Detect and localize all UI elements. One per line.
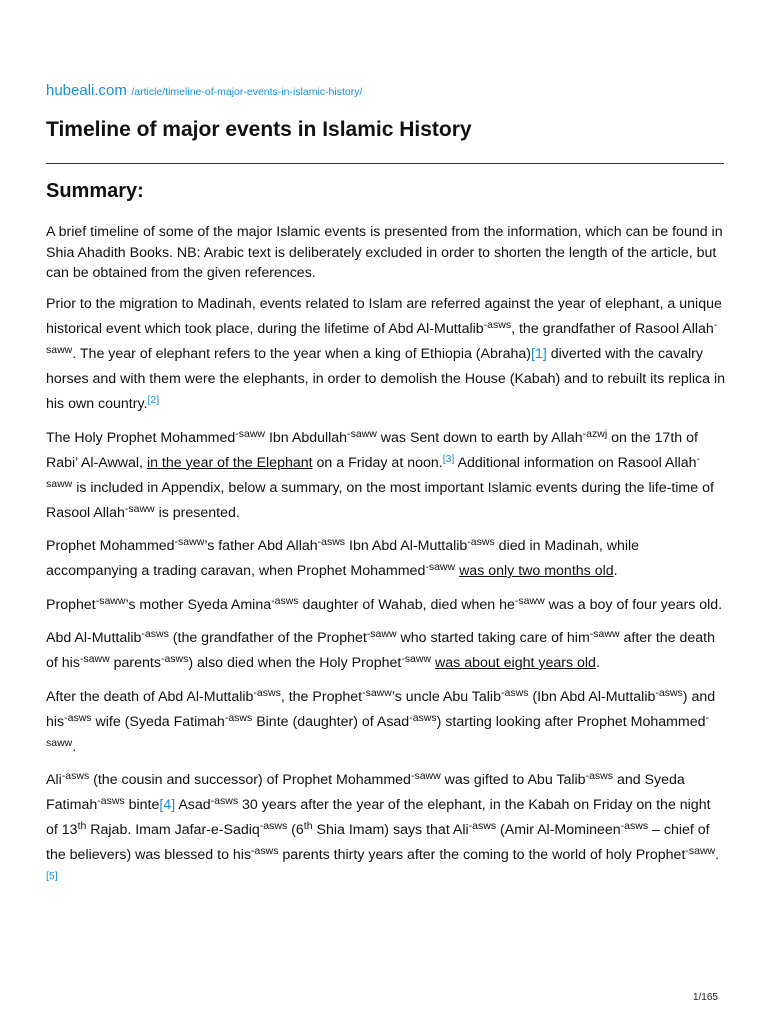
page-number: 1/165 — [692, 992, 718, 1003]
footnote-ref-4[interactable]: [4] — [159, 797, 176, 813]
title-divider — [46, 163, 724, 164]
footnote-ref-3[interactable]: [3] — [442, 452, 455, 465]
paragraph-mother-death: Prophet$^{-saww}$’s mother Syeda Amina$^{-asws}$ daughter of Wahab, died when $he^{-saww}$ was a boy of four years old. — [46, 594, 723, 613]
paragraph-abu-talib: After the death of Abd Al-Muttalib$^{-asws}$, the Prophet$^{-saww}$’s uncle Abu Talib$^{-asws}$ (Ibn Abd Al-Muttalib$^{-asws}$) and his$^{-asws}$ wife (Syeda Fatimah$^{-asws}$ Binte (daughter) of Asad$^{-asws}$) starting looking after Prophet Mohammed$^{-saww}$. — [46, 686, 716, 755]
footnote-ref-1[interactable]: [1] — [531, 346, 547, 362]
paragraph-ali-birth: Ali$^{-asws}$ (the cousin and successor) of Prophet Mohammed$^{-saww}$ was gifted to Abu Talib$^{-asws}$ and Syeda Fatimah$^{-asws}$ binte[4] Asad$^{-asws}$ 30 years after the year of the elephant, in the Kabah on Friday on the night of 13th Rajab. Imam Jafar-e-Sadiq$^{-asws}$ (6th Shia Imam) says that Ali$^{-asws}$ (Amir Al-Momineen$^{-asws}$ – chief of the believers) was blessed to his$^{-asws}$ parents thirty years after the coming to the world of holy Prophet$^{-saww}$.[5] — [46, 770, 720, 882]
paragraph-grandfather-death: Abd Al-Muttalib$^{-asws}$ (the grandfather of the Prophet$^{-saww}$ who started taking care of him$^{-saww}$ after the death of his$^{-saww}$ parents$^{-asws}$) also died when the Holy Prophet$^{-saww}$ was about eight years old. — [46, 628, 715, 671]
paragraph-prophet-birth: The Holy Prophet Mohammed$^{-saww}$ Ibn Abdullah$^{-saww}$ was Sent down to earth by Allah$^{-azwj}$ on the 17th of Rabi’ Al-Awwal, in the year of the Elephant on a Friday at noon.[3] Additional information on Rasool Allah$^{-saww}$ is included in Appendix, below a summary, on the most important Islamic events during the life-time of Rasool Allah$^{-saww}$ is presented. — [46, 427, 714, 521]
page-title: Timeline of major events in Islamic History — [46, 118, 472, 141]
paragraph-father-death: Prophet Mohammed$^{-saww}$’s father Abd Allah$^{-asws}$ Ibn Abd Al-Muttalib$^{-asws}$ died in Madinah, while accompanying a trading caravan, when Prophet Mohammed$^{-saww}$ was only two months old. — [46, 536, 640, 579]
source-url[interactable] — [46, 82, 362, 100]
paragraph-intro: A brief timeline of some of the major Islamic events is presented from the information, which can be found in Shia Ahadith Books. NB: Arabic text is deliberately excluded in order to shorten the length of the article, but can be obtained from the given references. — [46, 224, 723, 281]
url-path[interactable]: /article/timeline-of-major-events-in-islamic-history/ — [131, 86, 363, 98]
article-body — [46, 222, 726, 902]
paragraph-year-of-elephant: Prior to the migration to Madinah, events related to Islam are referred against the year of elephant, a unique historical event which took place, during the lifetime of Abd Al-Muttalib$^{-asws}$, the grandfather of Rasool Allah$^{-saww}$. The year of elephant refers to the year when a king of Ethiopia (Abraha)[1] diverted with the cavalry horses and with them were the elephants, in order to demolish the House (Kabah) and to rebuilt its replica in his own country.[2] — [46, 296, 726, 412]
footnote-ref-2[interactable]: [2] — [147, 394, 160, 406]
footnote-ref-5[interactable]: [5] — [46, 870, 58, 882]
summary-heading: Summary: — [46, 180, 144, 202]
site-name[interactable]: hubeali.com — [46, 82, 127, 99]
